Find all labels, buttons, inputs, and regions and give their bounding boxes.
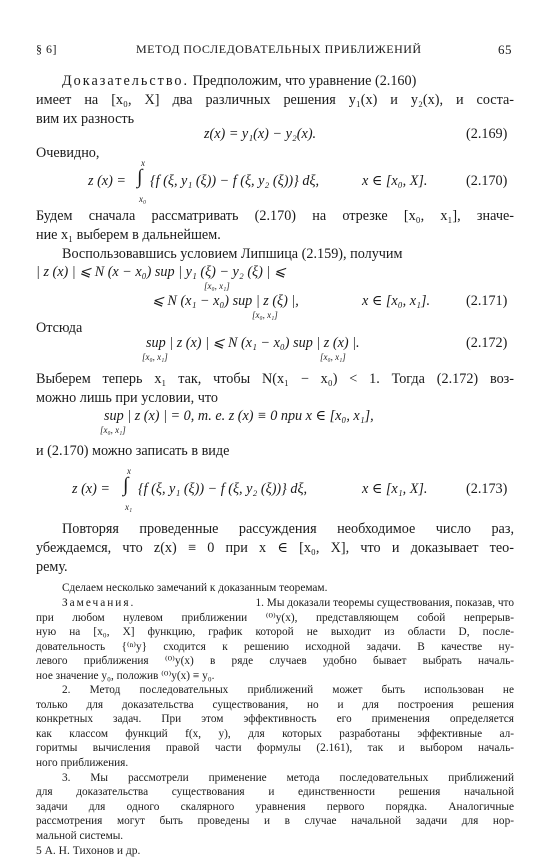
equation-number-2-172: (2.172) xyxy=(466,335,508,351)
integral-lower-limit: x₀ xyxy=(139,194,147,204)
remark-2-line-1: 2. Метод последовательных приближений может быть использован не xyxy=(62,684,514,696)
equation-2-172-subscript-2: [x₀, x₁] xyxy=(320,352,346,362)
hence-text: Отсюда xyxy=(36,320,83,336)
remarks-heading: Замечания. xyxy=(62,597,136,609)
equation-2-172: sup | z (x) | ⩽ N (x₁ − x₀) sup | z (x) |. xyxy=(146,335,360,351)
equation-2-170-integrand: {f (ξ, y₁ (ξ)) − f (ξ, y₂ (ξ))} dξ, xyxy=(150,173,320,189)
remark-2-line-5: горитмы вычисления правой части формулы (2.161), так и выбором началь- xyxy=(36,742,514,754)
remark-1-line-1-text: 1. Мы доказали теоремы существования, показав, что xyxy=(255,597,514,609)
paragraph-2-line-2: ние x₁ выберем в дальнейшем. xyxy=(36,227,221,243)
paragraph-5: и (2.170) можно записать в виде xyxy=(36,443,230,459)
page-number: 65 xyxy=(498,42,512,57)
integral-lower-limit-2: x₁ xyxy=(125,502,133,512)
equation-number-2-171: (2.171) xyxy=(466,293,508,309)
equation-2-170-condition: x ∈ [x₀, X]. xyxy=(362,173,428,189)
equation-zero: sup | z (x) | = 0, т. е. z (x) ≡ 0 при x ∈ [x₀, x₁], xyxy=(104,408,374,424)
inequality-line-1-subscript: [x₀, x₁] xyxy=(204,281,230,291)
remark-3-line-1: 3. Мы рассмотрели применение метода последовательных приближений xyxy=(62,772,514,784)
equation-2-170-lhs: z (x) = xyxy=(88,173,126,189)
equation-2-173-lhs: z (x) = xyxy=(72,481,110,497)
remark-1-line-3: ную на [x₀, X] функцию, график которой не выходит из области D, после- xyxy=(36,626,514,638)
paragraph-6-line-1: Повторяя проведенные рассуждения необходимое число раз, xyxy=(62,521,514,537)
equation-number-2-173: (2.173) xyxy=(466,481,508,497)
proof-line-1-text: Предположим, что уравнение (2.160) xyxy=(192,73,417,89)
equation-number-2-169: (2.169) xyxy=(466,126,508,142)
inequality-line-1: | z (x) | ⩽ N (x − x₀) sup | y₁ (ξ) − y₂ (ξ) | ⩽ xyxy=(36,264,286,280)
equation-2-173-condition: x ∈ [x₁, X]. xyxy=(362,481,428,497)
remark-1-line-2: при любом нулевом приближении ⁽⁰⁾y(x), представляющем собой непрерыв- xyxy=(36,612,514,624)
remark-3-line-2: для доказательства существования и единственности решения начальной xyxy=(36,786,514,798)
obviously-text: Очевидно, xyxy=(36,145,100,161)
paragraph-4-line-1: Выберем теперь x₁ так, чтобы N(x₁ − x₀) < 1. Тогда (2.172) воз- xyxy=(36,371,514,387)
remark-3-line-3: задачи для одного скалярного уравнения первого порядка. Аналогичные xyxy=(36,801,514,813)
paragraph-6-line-3: рему. xyxy=(36,559,68,575)
signature-mark: 5 А. Н. Тихонов и др. xyxy=(36,845,141,857)
remark-1-line-6: ное значение y₀, положив ⁽⁰⁾y(x) ≡ y₀. xyxy=(36,670,215,682)
equation-zero-subscript: [x₀, x₁] xyxy=(100,425,126,435)
integral-upper-limit-2: x xyxy=(127,466,131,476)
section-marker: § 6] xyxy=(36,42,57,56)
running-title: МЕТОД ПОСЛЕДОВАТЕЛЬНЫХ ПРИБЛИЖЕНИЙ xyxy=(136,42,422,56)
remark-1-line-5: левого приближения ⁽⁰⁾y(x) в ряде случаев удобно бывает выбрать началь- xyxy=(36,655,514,667)
equation-2-172-subscript-1: [x₀, x₁] xyxy=(142,352,168,362)
proof-heading: Доказательство. xyxy=(62,73,190,89)
remark-2-line-6: ного приближения. xyxy=(36,757,129,769)
remarks-intro: Сделаем несколько замечаний к доказанным теоремам. xyxy=(62,582,328,594)
remark-3-line-5: мальной системы. xyxy=(36,830,124,842)
equation-number-2-170: (2.170) xyxy=(466,173,508,189)
inequality-line-2-subscript: [x₀, x₁] xyxy=(252,310,278,320)
remark-2-line-4: как классом функций f(x, y), для которых разработаны эффективные ал- xyxy=(36,728,514,740)
equation-2-173-integrand: {f (ξ, y₁ (ξ)) − f (ξ, y₂ (ξ))} dξ, xyxy=(138,481,308,497)
paragraph-6-line-2: убеждаемся, что z(x) ≡ 0 при x ∈ [x₀, X], что и доказывает тео- xyxy=(36,540,514,556)
equation-2-169: z(x) = y₁(x) − y₂(x). xyxy=(204,126,317,142)
remark-2-line-3: конкретных задач. При этом эффективность его применения определяется xyxy=(36,713,514,725)
inequality-line-2-condition: x ∈ [x₀, x₁]. xyxy=(362,293,431,309)
proof-line-1 xyxy=(62,72,416,91)
integral-upper-limit: x xyxy=(141,158,145,168)
integral-sign-icon-2: ∫ xyxy=(123,474,129,496)
remark-1-line-4: довательность {⁽ⁿ⁾y} сходится к решению исходной задачи. В качестве ну- xyxy=(36,641,514,653)
proof-line-2: имеет на [x₀, X] два различных решения y₁(x) и y₂(x), и соста- xyxy=(36,92,514,108)
remark-1-line-1 xyxy=(62,596,514,611)
lipschitz-line: Воспользовавшись условием Липшица (2.159), получим xyxy=(62,246,403,262)
paragraph-4-line-2: можно лишь при условии, что xyxy=(36,390,218,406)
remark-3-line-4: рассмотрения могут быть проведены и в случае начальной задачи для нор- xyxy=(36,815,514,827)
proof-line-3: вим их разность xyxy=(36,111,135,127)
paragraph-2-line-1: Будем сначала рассматривать (2.170) на отрезке [x₀, x₁], значе- xyxy=(36,208,514,224)
remark-2-line-2: только для доказательства существования, но и для построения решения xyxy=(36,699,514,711)
integral-sign-icon: ∫ xyxy=(137,166,143,188)
inequality-line-2: ⩽ N (x₁ − x₀) sup | z (ξ) |, xyxy=(152,293,299,309)
